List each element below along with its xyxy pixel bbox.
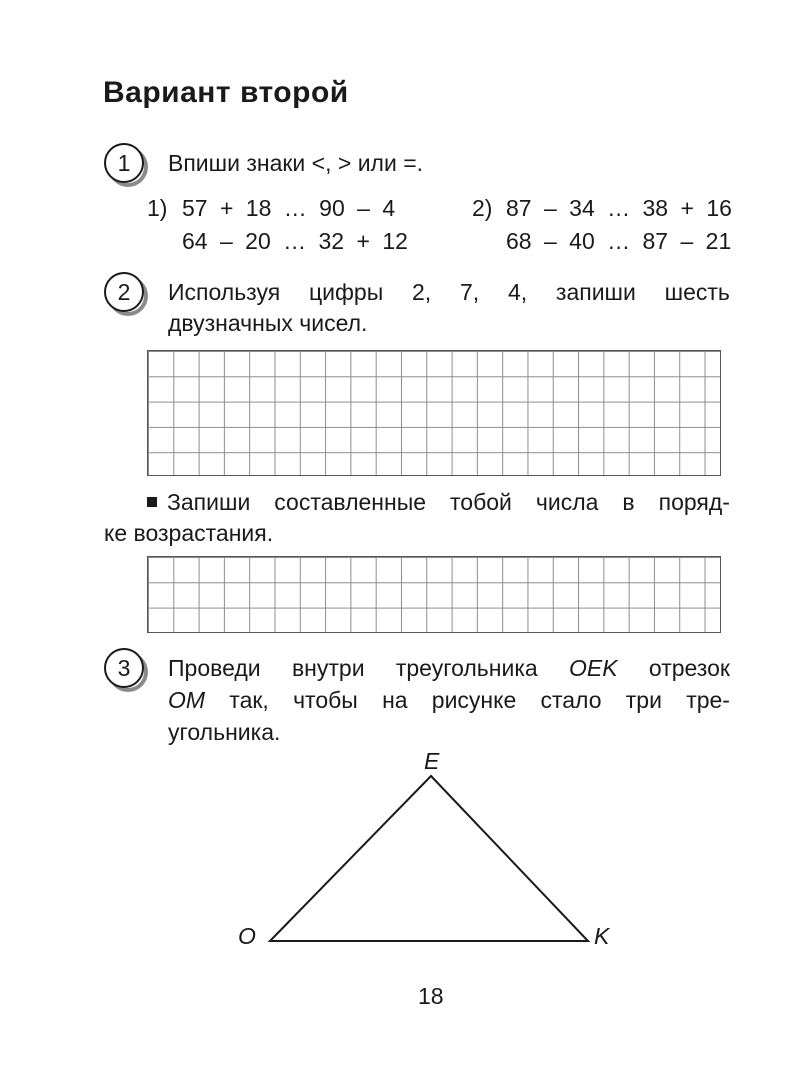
task1-expression: 57 + 18 … 90 – 4 [182, 195, 396, 221]
task1-expression: 87 – 34 … 38 + 16 [506, 195, 732, 221]
page-title: Вариант второй [103, 76, 349, 109]
task1-instruction: Впиши знаки <, > или =. [168, 150, 424, 176]
task2-line1: Используя цифры 2, 7, 4, запиши шесть [168, 279, 730, 305]
page-number: 18 [418, 983, 444, 1009]
task-number: 2 [117, 279, 131, 305]
task1-col1-label: 1) [147, 195, 168, 221]
task2-sub-line1: Запиши составленные тобой числа в поряд- [147, 486, 730, 518]
task2-line2: двузначных чисел. [168, 310, 368, 336]
task2-sub-line2: ке возрастания. [104, 520, 274, 546]
task1-col2-label: 2) [472, 195, 493, 221]
task1-expression: 64 – 20 … 32 + 12 [182, 228, 408, 254]
task3-line3: угольника. [168, 719, 281, 745]
vertex-label-e: E [424, 748, 440, 774]
triangle-oek[interactable] [270, 776, 588, 941]
task3-line1: Проведи внутри треугольника OEK отрезок [168, 655, 730, 681]
vertex-label-k: K [594, 923, 610, 949]
task-number: 3 [117, 655, 131, 681]
vertex-label-o: O [238, 923, 256, 949]
task-number: 1 [117, 150, 131, 176]
task3-line2: OM так, чтобы на рисунке стало три тре- [168, 687, 730, 713]
task1-expression: 68 – 40 … 87 – 21 [506, 228, 732, 254]
